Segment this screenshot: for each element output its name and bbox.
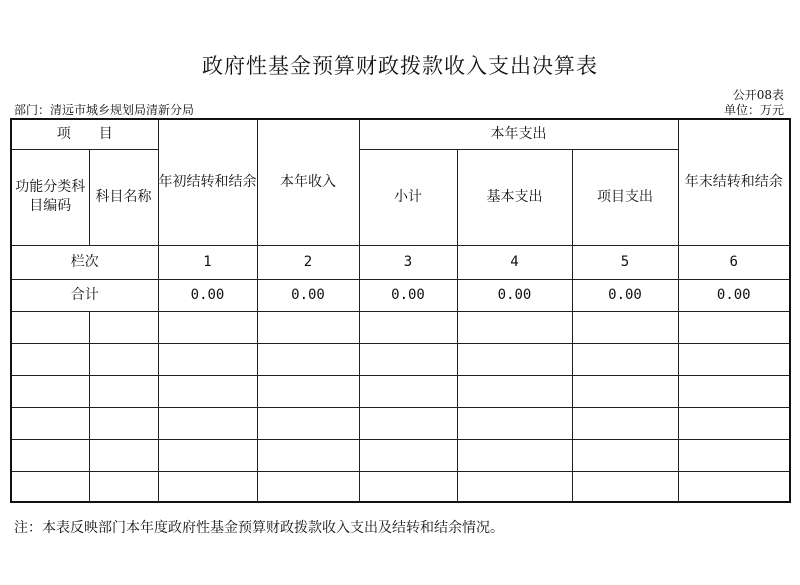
- column-number: 2: [257, 245, 359, 279]
- table-row: [11, 311, 790, 343]
- header-subtotal: 小计: [359, 149, 457, 245]
- column-label: 栏次: [11, 245, 158, 279]
- document-title: 政府性基金预算财政拨款收入支出决算表: [202, 54, 598, 78]
- header-basic: 基本支出: [457, 149, 572, 245]
- header-func-code: 功能分类科目编码: [11, 149, 89, 245]
- table-row: [11, 471, 790, 502]
- total-value: 0.00: [257, 279, 359, 311]
- total-value: 0.00: [359, 279, 457, 311]
- total-row: [11, 279, 790, 311]
- table-row: [11, 439, 790, 471]
- table-row: [11, 407, 790, 439]
- column-number: 1: [158, 245, 257, 279]
- column-number-row: [11, 245, 790, 279]
- budget-table: [10, 118, 791, 503]
- header-begin-balance: 年初结转和结余: [158, 119, 257, 245]
- column-number: 5: [572, 245, 678, 279]
- total-value: 0.00: [572, 279, 678, 311]
- unit-label: 单位：万元: [723, 103, 784, 117]
- header-project: 项目支出: [572, 149, 678, 245]
- header-subject-name: 科目名称: [89, 149, 158, 245]
- total-label: 合计: [11, 279, 158, 311]
- header-end-balance: 年末结转和结余: [678, 119, 790, 245]
- header-expense-group: 本年支出: [359, 119, 678, 149]
- header-item: 项 目: [11, 119, 158, 149]
- form-number: 公开08表: [732, 88, 784, 102]
- header-income: 本年收入: [257, 119, 359, 245]
- total-value: 0.00: [158, 279, 257, 311]
- column-number: 3: [359, 245, 457, 279]
- footnote: 注：本表反映部门本年度政府性基金预算财政拨款收入支出及结转和结余情况。: [14, 520, 504, 536]
- total-value: 0.00: [457, 279, 572, 311]
- table-row: [11, 375, 790, 407]
- total-value: 0.00: [678, 279, 790, 311]
- department-label: 部门：清远市城乡规划局清新分局: [14, 103, 195, 117]
- column-number: 6: [678, 245, 790, 279]
- table-row: [11, 343, 790, 375]
- column-number: 4: [457, 245, 572, 279]
